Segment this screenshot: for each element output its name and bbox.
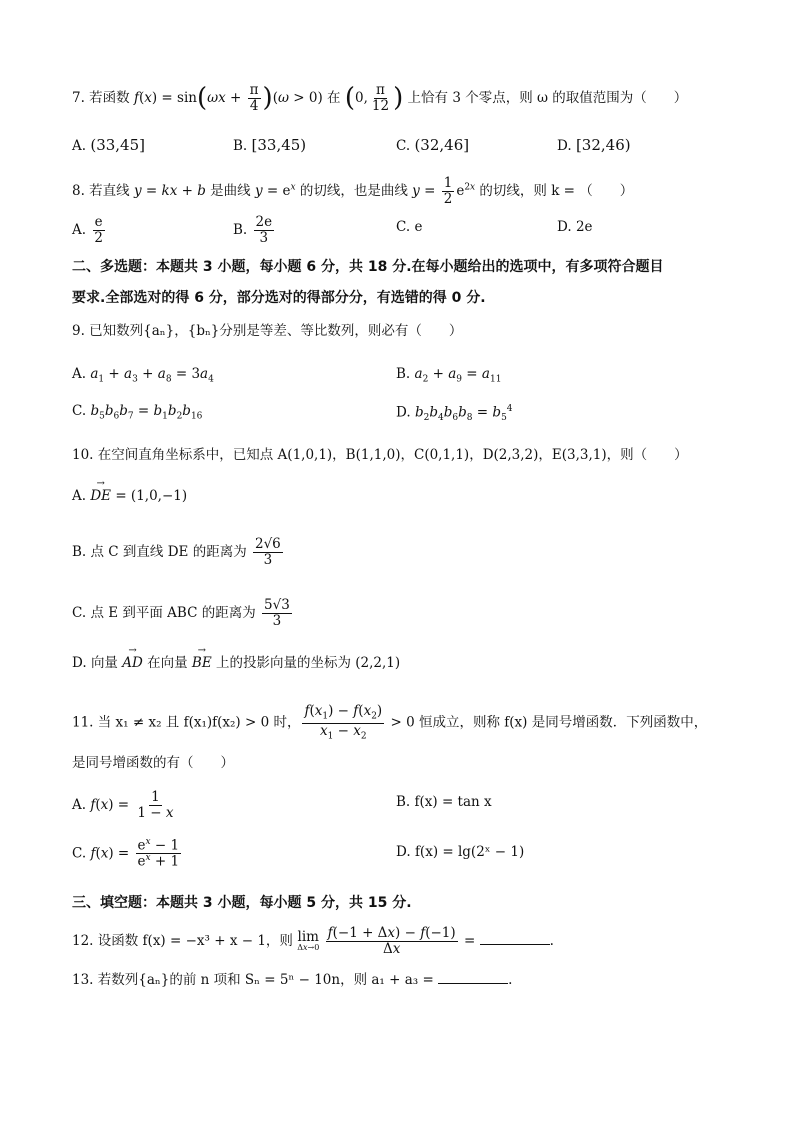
q12-answer-blank[interactable] [480, 934, 550, 945]
q8-option-a[interactable]: A. $\frac{e}{2}$ [72, 214, 103, 246]
q11-option-b[interactable]: B. f(x) = tan x [396, 794, 492, 810]
q11-option-d[interactable]: D. f(x) = lg(2ˣ − 1) [396, 844, 525, 860]
q11-option-c[interactable]: C. f(x) = $\frac{e^x - 1}{e^x + 1}$ [72, 837, 180, 870]
q8-option-d[interactable]: D. 2e [557, 219, 593, 235]
q9-option-b[interactable]: B. $a_2 + a_9 = a_{11}$ [396, 366, 502, 385]
q10-option-d[interactable]: D. 向量 → AD 在向量 → BE 上的投影向量的坐标为 (2,2,1) [72, 657, 400, 671]
q9-option-d[interactable]: D. $b_2b_4b_6b_8 = b_5^4$ [396, 404, 513, 424]
q10-option-b[interactable]: B. 点 C 到直线 DE 的距离为 $\frac{2√6}{3}$ [72, 536, 281, 568]
question-11-line-2: 是同号增函数的有（ ） [72, 755, 234, 771]
question-12: 12. 设函数 f(x) = −x³ + x − 1，则 lim Δx→0 $\frac{f(-1 + \Delta x) - f(-1)}{\Delta x}$ = . [72, 925, 554, 957]
q8-option-c[interactable]: C. e [396, 219, 423, 235]
q10-option-c[interactable]: C. 点 E 到平面 ABC 的距离为 $\frac{5√3}{3}$ [72, 597, 290, 629]
q10-option-a[interactable]: A. → DE = (1,0,−1) [72, 490, 187, 504]
question-11: 11. 当 x₁ ≠ x₂ 且 f(x₁)f(x₂) > 0 时， $\frac{f(x_1) - f(x_2)}{x_1 - x_2}$ > 0 恒成立，则称 f(x) 是同号增函数．下列函数中， [72, 703, 708, 742]
question-9: 9. 已知数列{aₙ}，{bₙ}分别是等差、等比数列，则必有（ ） [72, 323, 463, 339]
question-7: 7. 若函数 f(x) = sin(ωx + $\frac{\pi}{4}$ )(ω > 0) 在 (0, $\frac{\pi}{12}$ ) 上恰有 3 个零点，则 ω 的取值范围为（ ） [72, 82, 688, 114]
q9-option-c[interactable]: C. $b_5b_6b_7 = b_1b_2b_{16}$ [72, 403, 203, 422]
section-2-line-2: 要求.全部选对的得 6 分，部分选对的得部分分，有选错的得 0 分. [72, 290, 486, 306]
q11-option-a[interactable]: A. f(x) = $\frac{1}{1 - x}$ [72, 789, 174, 821]
question-8: 8. 若直线 y = kx + b 是曲线 $y = e^x$ 的切线，也是曲线 y = $\frac{1}{2}$ $e^{2x}$ 的切线，则 k = （ ） [72, 175, 634, 207]
q9-option-a[interactable]: A. $a_1 + a_3 + a_8 = 3a_4$ [72, 366, 214, 385]
q7-option-d[interactable]: D. [32,46) [557, 136, 631, 154]
q8-option-b[interactable]: B. $\frac{2e}{3}$ [233, 214, 273, 246]
section-3-title: 三、填空题：本题共 3 小题，每小题 5 分，共 15 分. [72, 895, 412, 911]
q13-answer-blank[interactable] [438, 973, 508, 984]
q7-option-a[interactable]: A. (33,45] [72, 136, 145, 154]
q7-option-b[interactable]: B. [33,45) [233, 136, 307, 154]
q7-option-c[interactable]: C. (32,46] [396, 136, 470, 154]
question-13: 13. 若数列{aₙ}的前 n 项和 Sₙ = 5ⁿ − 10n，则 a₁ + a₃ = . [72, 972, 513, 988]
section-2-line-1: 二、多选题：本题共 3 小题，每小题 6 分，共 18 分.在每小题给出的选项中，有多项符合题目 [72, 259, 664, 275]
question-10: 10. 在空间直角坐标系中，已知点 A(1,0,1)，B(1,1,0)，C(0,1,1)，D(2,3,2)，E(3,3,1)，则（ ） [72, 447, 688, 463]
